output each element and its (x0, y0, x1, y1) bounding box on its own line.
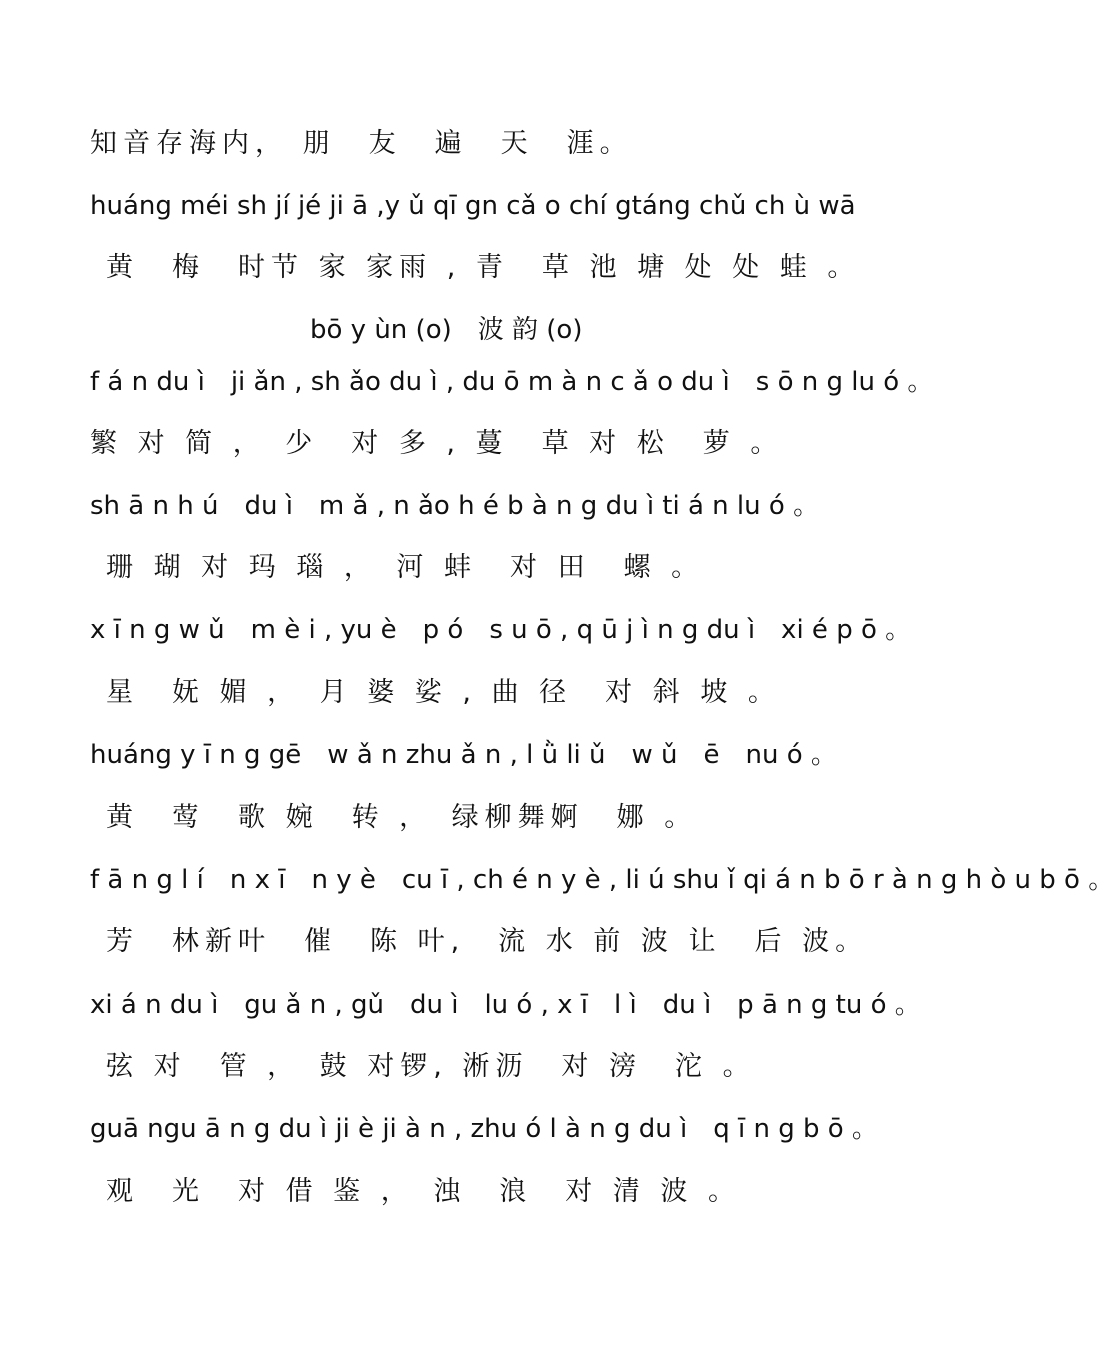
pinyin-line: huáng méi sh jí jé ji ā ,y ǔ qī gn cǎ o chí gtáng chǔ ch ù wā (90, 191, 856, 221)
pinyin-line: f á n du ì ji ǎn , sh ǎo du ì , du ō m à n c ǎ o du ì s ō n g lu ó 。 (90, 367, 934, 397)
pinyin-line: xi á n du ì gu ǎ n , gǔ du ì lu ó , x ī l ì du ì p ā n g tu ó 。 (90, 990, 921, 1020)
text-line: 黄 莺 歌 婉 转 ， 绿柳舞婀 娜 。 (106, 802, 698, 833)
text-line: 黄 梅 时节 家 家雨 , 青 草 池 塘 处 处 蛙 。 (106, 252, 861, 283)
pinyin-line: guā ngu ā n g du ì ji è ji à n , zhu ó l à n g du ì q ī n g b ō 。 (90, 1114, 878, 1144)
pinyin-line: huáng y ī n g gē w ǎ n zhu ǎ n , l ǜ li ǔ w ǔ ē nu ó 。 (90, 740, 837, 770)
section-title: bō y ùn (o) 波 韵 (o) (310, 315, 583, 345)
text-line: 观 光 对 借 鉴 ， 浊 浪 对 清 波 。 (106, 1176, 741, 1207)
text-line: 星 妩 媚 ， 月 婆 娑 , 曲 径 对 斜 坡 。 (106, 677, 781, 708)
text-line: 珊 瑚 对 玛 瑙 ， 河 蚌 对 田 螺 。 (106, 552, 705, 583)
pinyin-line: x ī n g w ǔ m è i , yu è p ó s u ō , q ū j ì n g du ì xi é p ō 。 (90, 615, 912, 645)
pinyin-line: f ā n g l í n x ī n y è cu ī , ch é n y è , li ú shu ǐ qi á n b ō r à n g h ò u b ō 。 (90, 865, 1114, 895)
pinyin-line: sh ā n h ú du ì m ǎ , n ǎo h é b à n g du ì ti á n lu ó 。 (90, 491, 820, 521)
text-line: 芳 林新叶 催 陈 叶, 流 水 前 波 让 后 波。 (106, 926, 869, 957)
text-line: 繁 对 简 ， 少 对 多 , 蔓 草 对 松 萝 。 (90, 428, 784, 459)
text-line: 知音存海内， 朋 友 遍 天 涯。 (90, 128, 633, 159)
text-line: 弦 对 管 ， 鼓 对锣, 淅沥 对 滂 沱 。 (106, 1051, 756, 1082)
